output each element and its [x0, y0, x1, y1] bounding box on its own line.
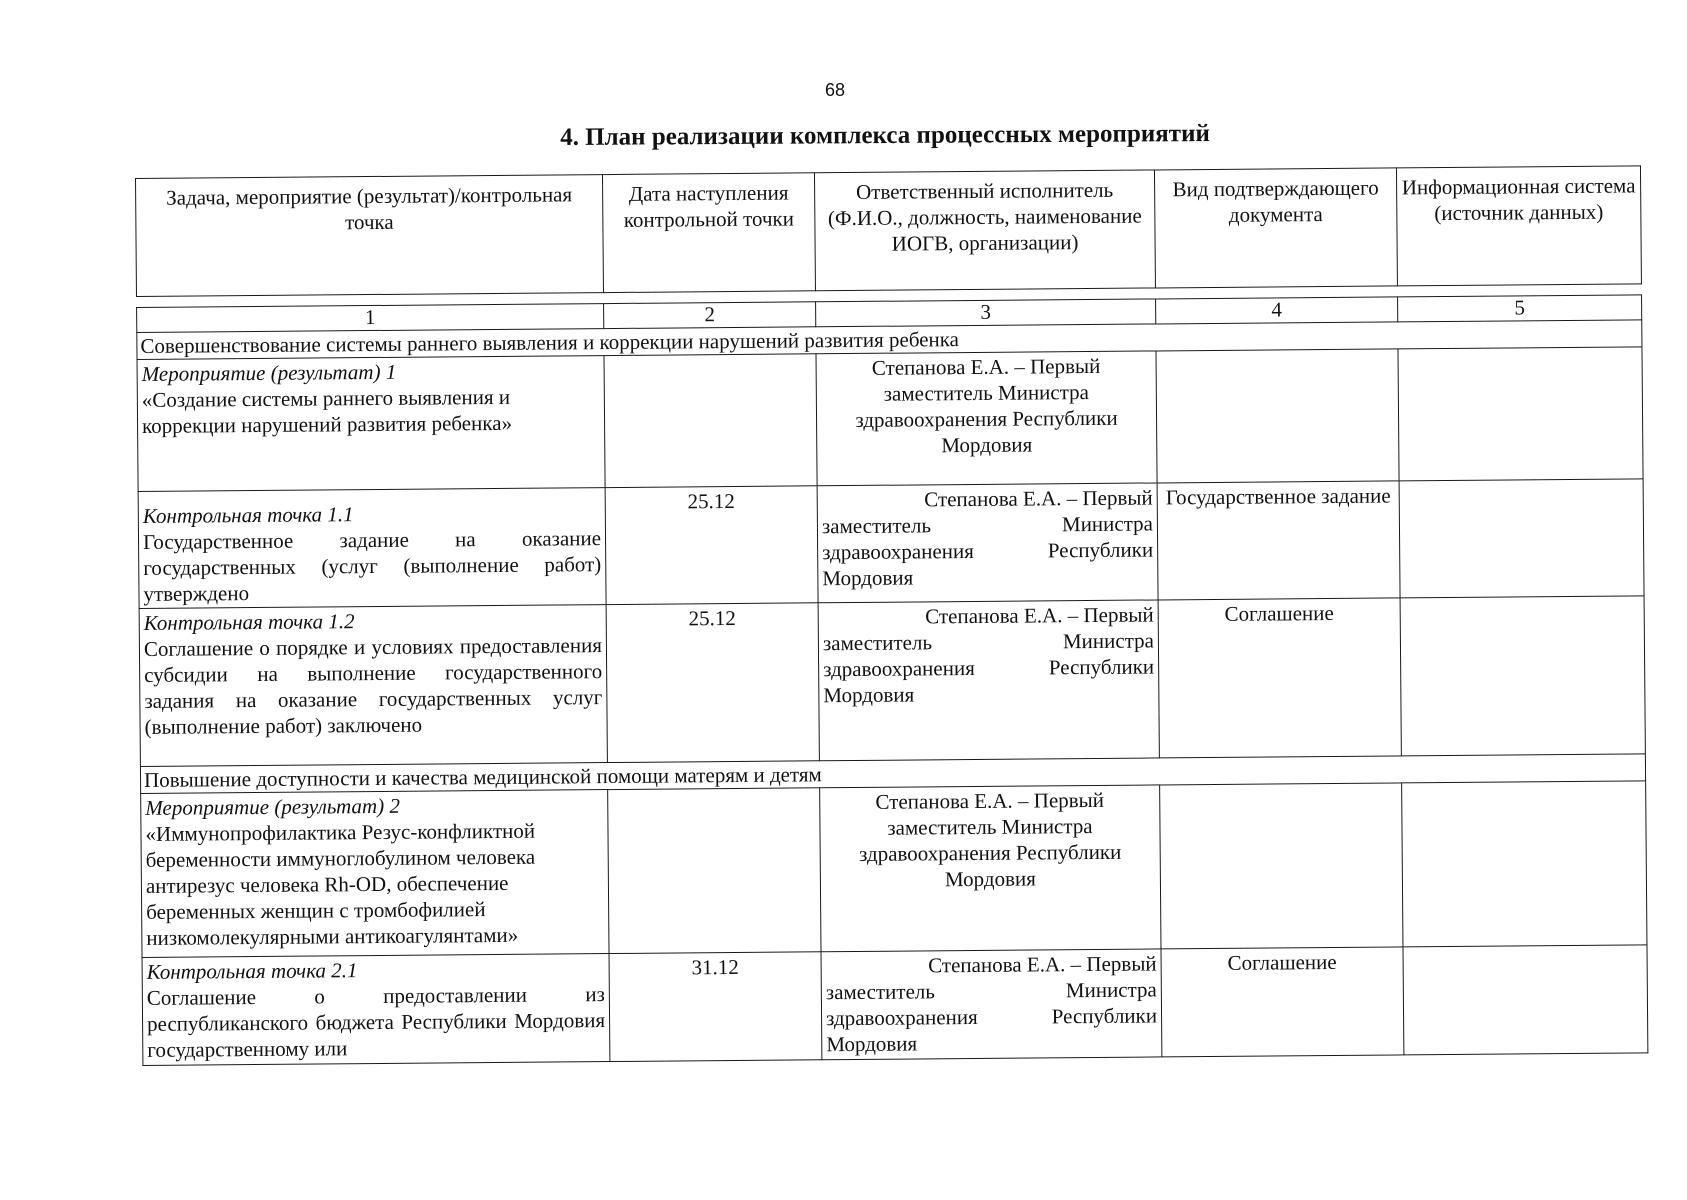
row-label: Мероприятие (результат) 1	[141, 359, 397, 386]
responsible-cell: Степанова Е.А. – Первый заместитель Министра здравоохранения Республики Мордовия	[820, 785, 1161, 952]
table-header-row	[136, 166, 1642, 297]
column-number: 1	[137, 304, 604, 333]
date-cell	[608, 788, 821, 954]
row-label: Мероприятие (результат) 2	[145, 793, 400, 820]
task-cell	[142, 954, 610, 1066]
row-text: «Иммунопрофилактика Резус-конфликтной беременности иммуноглобулином человека антирезус человека Rh-OD, обеспечение беременных женщин с тромбофилией низкомолекулярными антикоагулянтами»	[145, 818, 536, 950]
row-text: «Создание системы раннего выявления и коррекции нарушений развития ребенка»	[141, 384, 513, 438]
task-cell	[138, 488, 606, 609]
task-cell	[139, 605, 607, 767]
document-cell	[1160, 783, 1403, 949]
document-cell: Государственное задание	[1157, 481, 1400, 600]
responsible-cell: Степанова Е.А. – Первый заместитель Министра здравоохранения Республики Мордовия	[816, 351, 1157, 486]
plan-table-wrapper	[135, 165, 1648, 1066]
document-cell: Соглашение	[1158, 598, 1401, 758]
row-label: Контрольная точка 1.1	[142, 502, 354, 528]
table-row	[141, 781, 1647, 958]
header-task: Задача, мероприятие (результат)/контрольная точка	[136, 175, 604, 297]
header-date: Дата наступления контрольной точки	[602, 173, 815, 293]
row-text: Соглашение о предоставлении из республиканского бюджета Республики Мордовия государственному или	[146, 982, 606, 1062]
document-cell	[1156, 349, 1399, 483]
column-number: 4	[1156, 297, 1398, 324]
date-cell: 25.12	[605, 486, 818, 605]
header-document: Вид подтверждающего документа	[1154, 168, 1397, 288]
row-text: Соглашение о порядке и условиях предоставления субсидии на выполнение государственного задания на оказание государственных услуг (выполнение работ) заключено	[143, 633, 603, 739]
column-number: 3	[816, 299, 1156, 327]
responsible-first-line: Степанова Е.А. – Первый	[925, 602, 1154, 629]
date-cell: 25.12	[606, 603, 819, 763]
table-row	[137, 347, 1643, 492]
header-responsible: Ответственный исполнитель (Ф.И.О., должность, наименование ИОГВ, организации)	[814, 170, 1155, 291]
task-cell	[141, 790, 609, 958]
table-row	[139, 596, 1645, 767]
system-cell	[1398, 347, 1643, 481]
task-cell	[137, 356, 605, 492]
document-cell: Соглашение	[1161, 947, 1404, 1057]
responsible-first-line: Степанова Е.А. – Первый	[924, 485, 1153, 512]
system-cell	[1403, 945, 1648, 1055]
document-title: 4. План реализации комплекса процессных мероприятий	[560, 120, 1210, 151]
row-label: Контрольная точка 1.2	[143, 609, 355, 635]
date-cell	[604, 354, 817, 488]
responsible-cell	[821, 949, 1162, 1060]
responsible-first-line: Степанова Е.А. – Первый	[928, 951, 1157, 978]
section-title: Совершенствование системы раннего выявления и коррекции нарушений развития ребенка	[137, 320, 1642, 360]
system-cell	[1399, 479, 1644, 598]
header-info-system: Информационная система (источник данных)	[1396, 166, 1641, 286]
table-row	[142, 945, 1648, 1066]
column-number: 2	[604, 302, 816, 329]
table-row	[138, 479, 1644, 609]
plan-table	[135, 165, 1648, 1066]
date-cell: 31.12	[609, 952, 822, 1062]
responsible-rest: заместитель Министра здравоохранения Республики Мордовия	[821, 511, 1154, 591]
row-text: Государственное задание на оказание государственных (услуг (выполнение работ) утверждено	[142, 526, 602, 606]
responsible-cell	[818, 600, 1159, 761]
system-cell	[1402, 781, 1647, 947]
section-title: Повышение доступности и качества медицинской помощи матерям и детям	[140, 754, 1645, 794]
responsible-cell	[817, 483, 1158, 603]
responsible-rest: заместитель Министра здравоохранения Республики Мордовия	[825, 977, 1158, 1057]
page-number: 68	[824, 80, 846, 100]
responsible-rest: заместитель Министра здравоохранения Республики Мордовия	[822, 628, 1155, 708]
row-label: Контрольная точка 2.1	[146, 958, 358, 984]
column-number: 5	[1398, 295, 1642, 322]
system-cell	[1400, 596, 1645, 756]
